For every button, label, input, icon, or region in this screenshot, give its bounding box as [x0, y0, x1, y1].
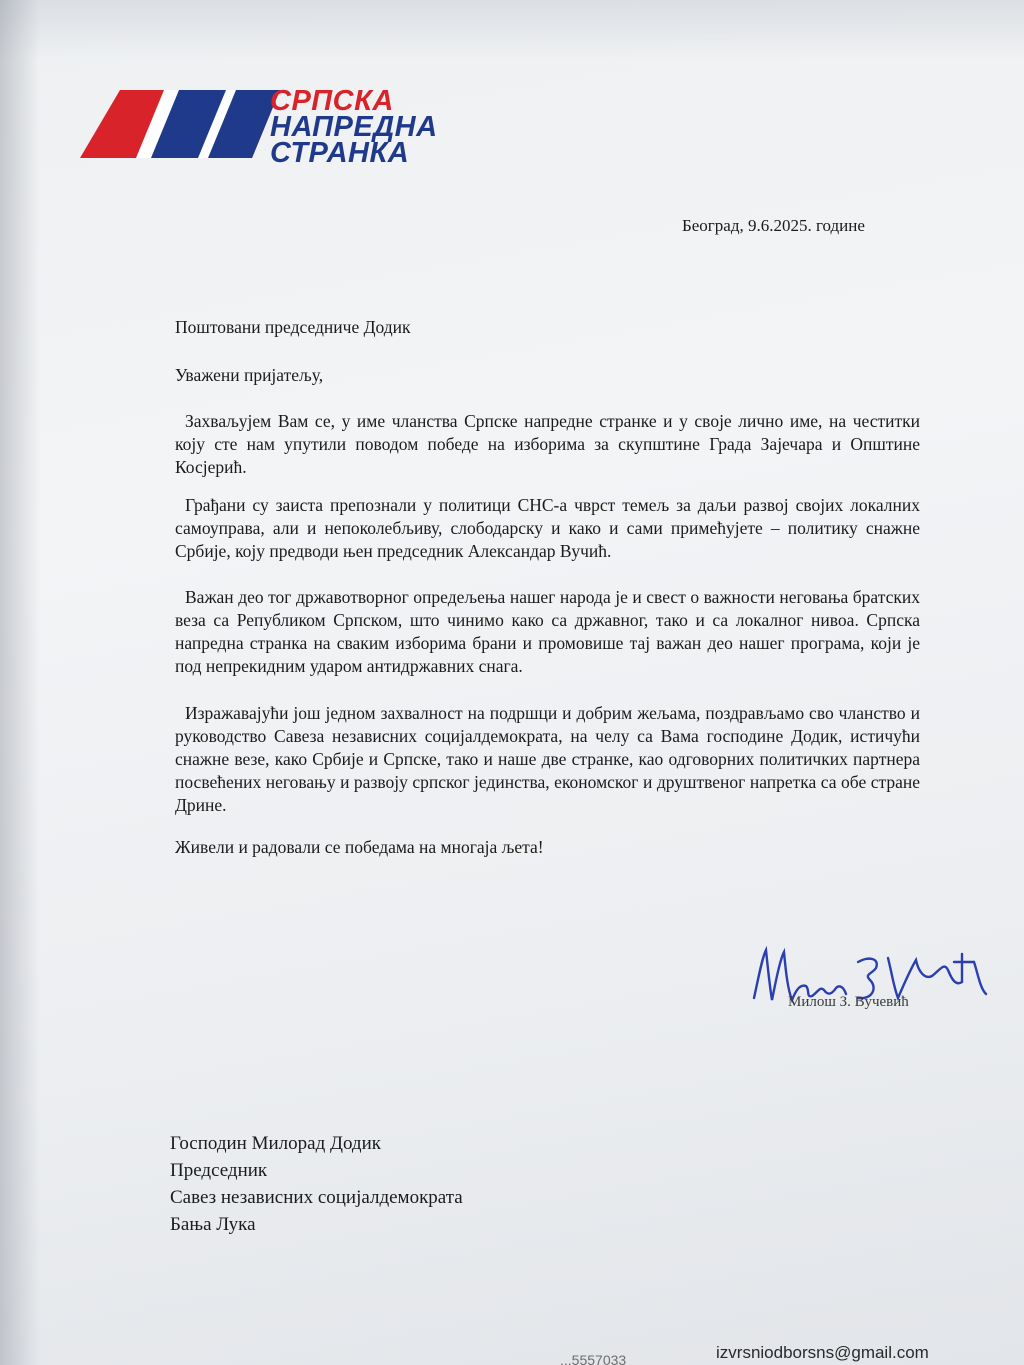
footer-phone: ...5557033 [560, 1352, 627, 1365]
body-paragraph-3: Важан део тог државотворног опредељења нашег народа је и свест о важности неговања братских веза са Републиком Српском, што чинимо како са државног, тако и са локалног нивоа. Српска напредна странка на сваким изборима брани и промовише тај важан део нашег програма, који је под непрекидним ударом антидржавних снага. [175, 587, 920, 676]
top-shadow [0, 0, 1024, 60]
footer-email: izvrsniodborsns@gmail.com [716, 1343, 929, 1362]
logo-line-2: НАПРЕДНА [270, 111, 438, 143]
signer-name: Милош З. Вучевић [788, 994, 909, 1010]
logo-stripes-icon [80, 84, 280, 174]
party-logo [80, 84, 500, 174]
greeting: Уважени пријатељу, [175, 365, 324, 385]
logo-line-1: СРПСКА [270, 85, 394, 117]
closing-line: Живели и радовали се победама на многаја љета! [175, 837, 544, 857]
recipient-block [170, 1130, 463, 1238]
letter-date: Београд, 9.6.2025. године [682, 216, 865, 235]
salutation: Поштовани председниче Додик [175, 317, 411, 337]
logo-wordmark [270, 85, 438, 169]
logo-line-3: СТРАНКА [270, 137, 410, 169]
body-paragraph-1: Захваљујем Вам се, у име чланства Српске напредне странке и у своје лично име, на честитки коју сте нам упутили поводом победе на изборима за скупштине Града Зајечара и Општине Косјерић. [175, 411, 920, 477]
body-paragraph-4: Изражавајући још једном захвалност на подршци и добрим жељама, поздрављамо сво чланство и руководство Савеза независних социјалдемократа, на челу са Вама господине Додик, истичући снажне везе, како Србије и Српске, тако и наше две странке, као одговорних политичких партнера посвећених неговању и развоју српског јединства, економског и друштвеног напретка са обе стране Дрине. [175, 703, 920, 815]
recipient-line: Председник [170, 1160, 268, 1181]
body-paragraph-2: Грађани су заиста препознали у политици СНС-а чврст темељ за даљи развој својих локалних самоуправа, али и непоколебљиву, слободарску и како и сами примећујете – политику снажне Србије, коју предводи њен председник Александар Вучић. [175, 495, 920, 561]
recipient-line: Бања Лука [170, 1214, 256, 1235]
recipient-line: Господин Милорад Додик [170, 1133, 381, 1154]
left-shadow [0, 0, 40, 1365]
recipient-line: Савез независних социјалдемократа [170, 1187, 463, 1208]
